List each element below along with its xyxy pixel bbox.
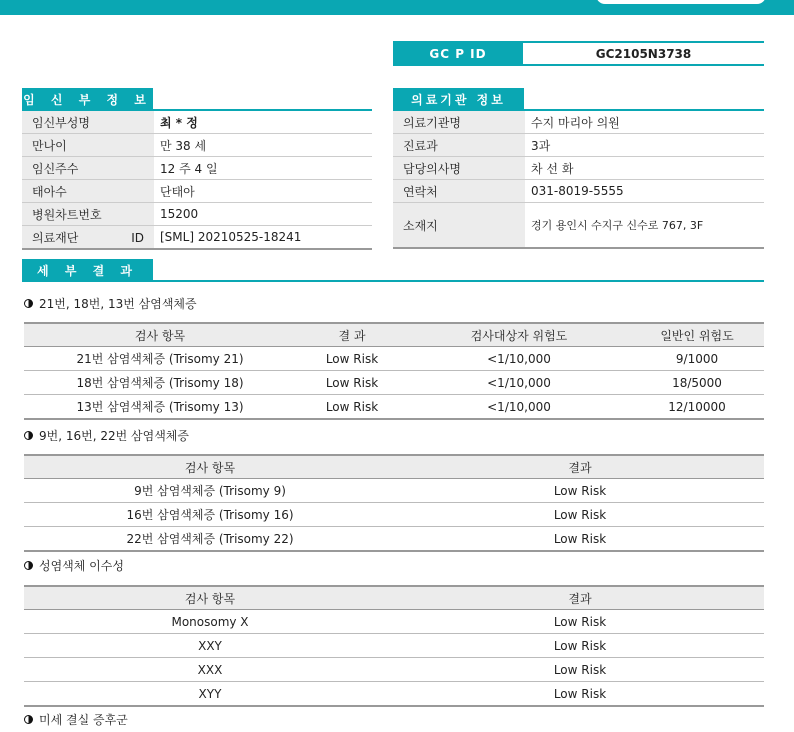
col-header: 결과 bbox=[396, 586, 764, 610]
info-key: 임신주수 bbox=[22, 157, 154, 180]
cell: Low Risk bbox=[296, 347, 408, 371]
top-search-pill[interactable] bbox=[596, 0, 766, 4]
half-circle-icon bbox=[24, 561, 33, 570]
info-row bbox=[22, 226, 372, 250]
patient-info-title: 임 신 부 정 보 bbox=[22, 88, 153, 110]
section-heading bbox=[24, 427, 189, 444]
cell: <1/10,000 bbox=[408, 395, 630, 420]
cell: XXY bbox=[24, 634, 396, 658]
info-row bbox=[393, 157, 764, 180]
gcp-id-box bbox=[393, 41, 764, 66]
cell: XXX bbox=[24, 658, 396, 682]
info-row bbox=[22, 180, 372, 203]
patient-info-table bbox=[22, 111, 372, 250]
cell: Low Risk bbox=[396, 479, 764, 503]
detail-results-title: 세 부 결 과 bbox=[22, 259, 153, 281]
table-row bbox=[24, 610, 764, 634]
table-header bbox=[24, 586, 764, 610]
info-row bbox=[22, 157, 372, 180]
gcp-id-value: GC2105N3738 bbox=[595, 46, 692, 61]
info-row bbox=[22, 203, 372, 226]
sex-chromosome-table bbox=[24, 585, 764, 707]
info-key: 소재지 bbox=[393, 203, 525, 249]
table-row bbox=[24, 371, 764, 395]
info-value: 만 38 세 bbox=[154, 134, 372, 157]
table-row bbox=[24, 682, 764, 707]
info-value: 수지 마리아 의원 bbox=[525, 111, 764, 134]
info-row bbox=[22, 111, 372, 134]
cell: 9번 삼염색체증 (Trisomy 9) bbox=[24, 479, 396, 503]
table-row bbox=[24, 634, 764, 658]
info-key: 진료과 bbox=[393, 134, 525, 157]
section-heading bbox=[24, 711, 128, 728]
cell: 9/1000 bbox=[630, 347, 764, 371]
hospital-info-title: 의료기관 정보 bbox=[393, 88, 524, 110]
info-key: 연락처 bbox=[393, 180, 525, 203]
half-circle-icon bbox=[24, 299, 33, 308]
cell: XYY bbox=[24, 682, 396, 707]
info-value: 15200 bbox=[154, 203, 372, 226]
table-row bbox=[24, 479, 764, 503]
hospital-info-table bbox=[393, 111, 764, 249]
table-header bbox=[24, 323, 764, 347]
trisomy-major-table bbox=[24, 322, 764, 420]
cell: Low Risk bbox=[396, 634, 764, 658]
table-row bbox=[24, 395, 764, 420]
col-header: 검사 항목 bbox=[24, 455, 396, 479]
info-value: 3과 bbox=[525, 134, 764, 157]
cell: 21번 삼염색체증 (Trisomy 21) bbox=[24, 347, 296, 371]
table-row bbox=[24, 658, 764, 682]
section-heading-text: 21번, 18번, 13번 삼염색체증 bbox=[39, 297, 197, 311]
top-banner bbox=[0, 0, 794, 15]
info-value: 경기 용인시 수지구 신수로 767, 3F bbox=[525, 203, 764, 249]
info-key: 태아수 bbox=[22, 180, 154, 203]
table-row bbox=[24, 347, 764, 371]
cell: 12/10000 bbox=[630, 395, 764, 420]
section-heading bbox=[24, 557, 124, 574]
info-value: 최 * 정 bbox=[154, 111, 372, 134]
info-row bbox=[393, 203, 764, 249]
gcp-id-label: GC P ID bbox=[393, 43, 523, 64]
info-key: 만나이 bbox=[22, 134, 154, 157]
cell: Low Risk bbox=[296, 371, 408, 395]
info-row bbox=[393, 134, 764, 157]
info-value: 단태아 bbox=[154, 180, 372, 203]
detail-results-rule bbox=[22, 280, 764, 282]
info-row bbox=[393, 111, 764, 134]
col-header: 결과 bbox=[396, 455, 764, 479]
info-value: [SML] 20210525-18241 bbox=[154, 226, 372, 250]
info-value: 12 주 4 일 bbox=[154, 157, 372, 180]
cell: 13번 삼염색체증 (Trisomy 13) bbox=[24, 395, 296, 420]
cell: <1/10,000 bbox=[408, 347, 630, 371]
cell: 18/5000 bbox=[630, 371, 764, 395]
table-header bbox=[24, 455, 764, 479]
half-circle-icon bbox=[24, 715, 33, 724]
cell: 18번 삼염색체증 (Trisomy 18) bbox=[24, 371, 296, 395]
table-row bbox=[24, 503, 764, 527]
col-header: 일반인 위험도 bbox=[630, 323, 764, 347]
cell: 22번 삼염색체증 (Trisomy 22) bbox=[24, 527, 396, 552]
cell: Low Risk bbox=[396, 682, 764, 707]
info-row bbox=[393, 180, 764, 203]
cell: Low Risk bbox=[396, 658, 764, 682]
info-key: 의료재단 ID bbox=[22, 226, 154, 250]
section-heading bbox=[24, 295, 197, 312]
info-row bbox=[22, 134, 372, 157]
cell: Low Risk bbox=[396, 527, 764, 552]
col-header: 검사 항목 bbox=[24, 323, 296, 347]
cell: Monosomy X bbox=[24, 610, 396, 634]
cell: <1/10,000 bbox=[408, 371, 630, 395]
section-heading-text: 9번, 16번, 22번 삼염색체증 bbox=[39, 429, 189, 443]
table-row bbox=[24, 527, 764, 552]
trisomy-minor-table bbox=[24, 454, 764, 552]
info-key: 담당의사명 bbox=[393, 157, 525, 180]
cell: Low Risk bbox=[396, 503, 764, 527]
section-heading-text: 미세 결실 증후군 bbox=[39, 713, 128, 727]
cell: Low Risk bbox=[296, 395, 408, 420]
col-header: 검사 항목 bbox=[24, 586, 396, 610]
half-circle-icon bbox=[24, 431, 33, 440]
cell: Low Risk bbox=[396, 610, 764, 634]
cell: 16번 삼염색체증 (Trisomy 16) bbox=[24, 503, 396, 527]
section-heading-text: 성염색체 이수성 bbox=[39, 559, 124, 573]
col-header: 결 과 bbox=[296, 323, 408, 347]
info-value: 차 선 화 bbox=[525, 157, 764, 180]
info-value: 031-8019-5555 bbox=[525, 180, 764, 203]
col-header: 검사대상자 위험도 bbox=[408, 323, 630, 347]
info-key: 병원차트번호 bbox=[22, 203, 154, 226]
info-key: 임신부성명 bbox=[22, 111, 154, 134]
info-key: 의료기관명 bbox=[393, 111, 525, 134]
